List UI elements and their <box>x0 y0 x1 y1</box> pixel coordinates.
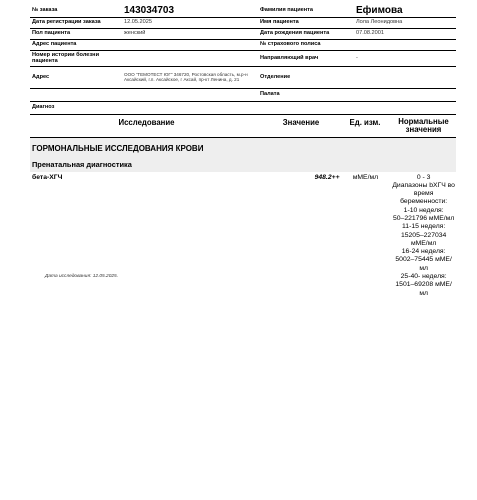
lab-address-value: ООО "ГЕМОТЕСТ ЮГ" 346720, Ростовская область, м.р-н Аксайский, г.п. Аксайское, г Аксай, пр-кт Ленина, д. 21 <box>122 66 258 88</box>
reference-line: 1501–69208 мМЕ/мл <box>395 281 452 297</box>
reference-line: 1-10 неделя: <box>403 206 444 214</box>
reference-line: время беременности: <box>400 190 448 206</box>
referring-doctor-label: Направляющий врач <box>258 50 354 66</box>
results-section <box>30 138 456 172</box>
surname-value: Ефимова <box>354 4 456 17</box>
order-number-label: № заказа <box>30 4 122 17</box>
result-value: 948.2++ <box>314 173 340 181</box>
lab-report <box>30 4 456 298</box>
results-header <box>30 115 456 138</box>
reference-line: 5002–75445 мМЕ/мл <box>395 256 452 272</box>
patient-address-label: Адрес пациента <box>30 39 122 50</box>
study-date: Дата исследования: 12.05.2025. <box>45 274 119 279</box>
department-label: Отделение <box>258 66 354 88</box>
reference-line: 25-40- неделя: <box>400 273 447 280</box>
name-value: Лола Леонидовна <box>354 17 456 28</box>
birth-date-value: 07.08.2001 <box>354 28 456 39</box>
name-label: Имя пациента <box>258 17 354 28</box>
registration-date-label: Дата регистрации заказа <box>30 17 122 28</box>
order-number-value: 143034703 <box>122 4 258 17</box>
insurance-label: № страхового полиса <box>258 39 354 50</box>
reference-line: 16-24 неделя: <box>401 248 446 256</box>
diagnosis-label: Диагноз <box>30 101 122 114</box>
reference-line: 50–221796 мМЕ/мл <box>392 215 455 223</box>
unit-column-header: Ед. изм. <box>349 117 381 127</box>
info-row-history <box>30 50 456 66</box>
value-column-header: Значение <box>282 117 320 127</box>
diagnosis-value <box>122 101 456 114</box>
sex-value: женский <box>122 28 258 39</box>
referring-doctor-value: - <box>354 50 456 66</box>
subsection-title: Пренатальная диагностика <box>32 159 132 169</box>
reference-line: 11-15 неделя: <box>402 223 446 231</box>
patient-info-table <box>30 4 456 115</box>
ward-label: Палата <box>258 88 354 101</box>
registration-date-value: 12.05.2025 <box>122 17 258 28</box>
lab-address-label: Адрес <box>30 66 122 88</box>
info-row-order <box>30 4 456 17</box>
result-name: бета-ХГЧ <box>32 173 63 181</box>
info-row-ward <box>30 88 456 101</box>
history-number-value <box>122 50 258 66</box>
section-title: ГОРМОНАЛЬНЫЕ ИССЛЕДОВАНИЯ КРОВИ <box>32 143 204 153</box>
normal-column-header: Нормальные значения <box>398 116 449 135</box>
history-number-label: Номер истории болезни пациента <box>30 50 122 66</box>
insurance-value <box>354 39 456 50</box>
info-row-registration <box>30 17 456 28</box>
study-column-header: Исследование <box>118 117 175 127</box>
patient-address-value <box>122 39 258 50</box>
info-row-lab-address <box>30 66 456 88</box>
sex-label: Пол пациента <box>30 28 122 39</box>
info-row-sex <box>30 28 456 39</box>
ward-value <box>354 88 456 101</box>
empty-label <box>30 88 122 101</box>
department-value <box>354 66 456 88</box>
info-row-address <box>30 39 456 50</box>
reference-line: мМЕ/мл <box>410 239 437 247</box>
reference-line: 15205–227034 <box>400 231 447 239</box>
surname-label: Фамилия пациента <box>258 4 354 17</box>
reference-line: 0 - 3 <box>416 173 431 181</box>
result-unit: мМЕ/мл <box>352 173 379 181</box>
empty-value <box>122 88 258 101</box>
info-row-diagnosis <box>30 101 456 114</box>
reference-line: Диапазоны bХГЧ во <box>392 181 455 189</box>
birth-date-label: Дата рождения пациента <box>258 28 354 39</box>
result-reference <box>391 174 456 298</box>
